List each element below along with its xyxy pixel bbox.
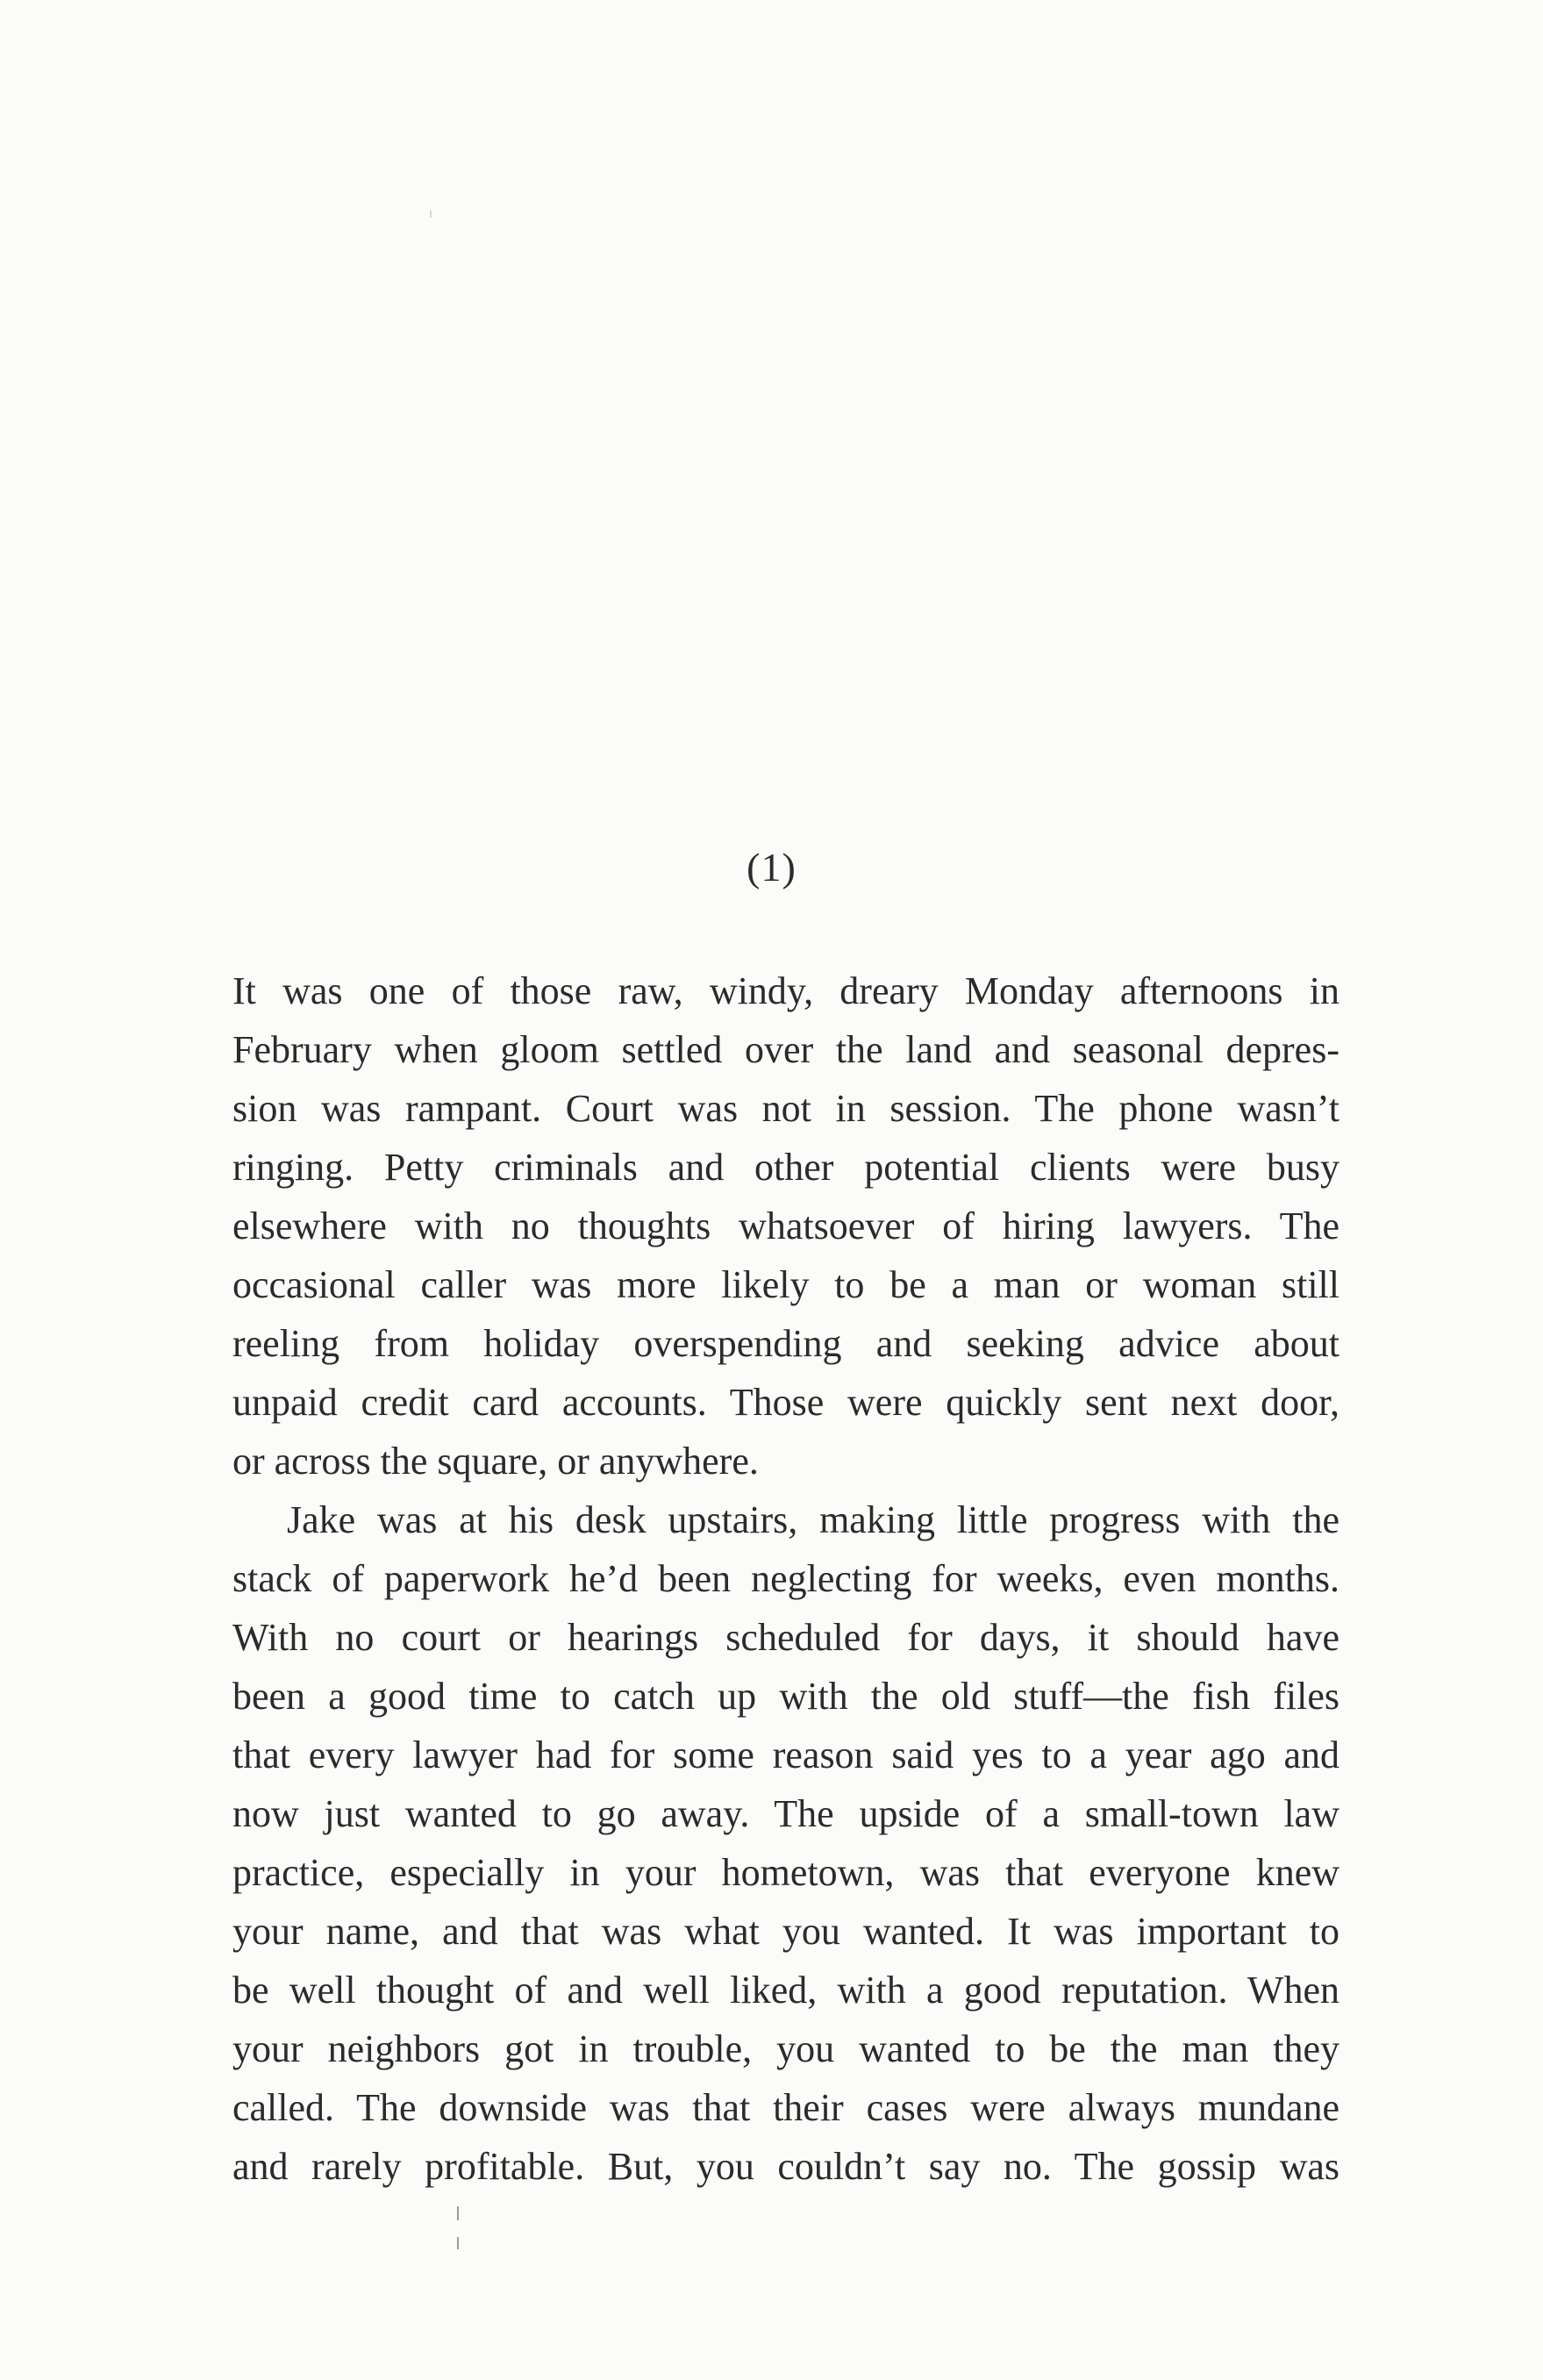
scan-mark	[430, 211, 432, 218]
text-line: and rarely profitable. But, you couldn’t say no. The gossip was	[232, 2145, 1339, 2188]
text-line: be well thought of and well liked, with a good reputation. When	[232, 1969, 1339, 2012]
text-line: stack of paperwork he’d been neglecting for weeks, even months.	[232, 1557, 1339, 1600]
text-line: now just wanted to go away. The upside of a small-town law	[232, 1792, 1339, 1835]
text-line: reeling from holiday overspending and seeking advice about	[232, 1322, 1339, 1365]
text-line: your neighbors got in trouble, you wanted to be the man they	[232, 2027, 1339, 2070]
text-line: ringing. Petty criminals and other potential clients were busy	[232, 1146, 1339, 1189]
text-line: or across the square, or anywhere.	[232, 1440, 759, 1483]
text-line: With no court or hearings scheduled for days, it should have	[232, 1616, 1339, 1659]
text-line: February when gloom settled over the land and seasonal depres-	[232, 1028, 1339, 1071]
text-line: elsewhere with no thoughts whatsoever of hiring lawyers. The	[232, 1204, 1339, 1247]
text-line: practice, especially in your hometown, was that everyone knew	[232, 1851, 1339, 1894]
paragraph-2	[232, 1490, 1339, 2196]
scan-mark	[457, 2206, 459, 2220]
text-line: It was one of those raw, windy, dreary Monday afternoons in	[232, 969, 1339, 1012]
text-line: been a good time to catch up with the old stuff—the fish files	[232, 1675, 1339, 1718]
text-line: unpaid credit card accounts. Those were quickly sent next door,	[232, 1381, 1339, 1424]
text-line: called. The downside was that their cases were always mundane	[232, 2086, 1339, 2129]
text-line: sion was rampant. Court was not in session. The phone wasn’t	[232, 1087, 1339, 1130]
text-line: that every lawyer had for some reason said yes to a year ago and	[232, 1733, 1339, 1776]
chapter-number: (1)	[746, 845, 797, 890]
body-text	[232, 961, 1339, 2196]
text-line: Jake was at his desk upstairs, making little progress with the	[287, 1498, 1339, 1541]
paragraph-1	[232, 961, 1339, 1490]
scan-mark	[457, 2237, 459, 2249]
text-line: your name, and that was what you wanted. It was important to	[232, 1910, 1339, 1953]
text-line: occasional caller was more likely to be a man or woman still	[232, 1263, 1339, 1306]
